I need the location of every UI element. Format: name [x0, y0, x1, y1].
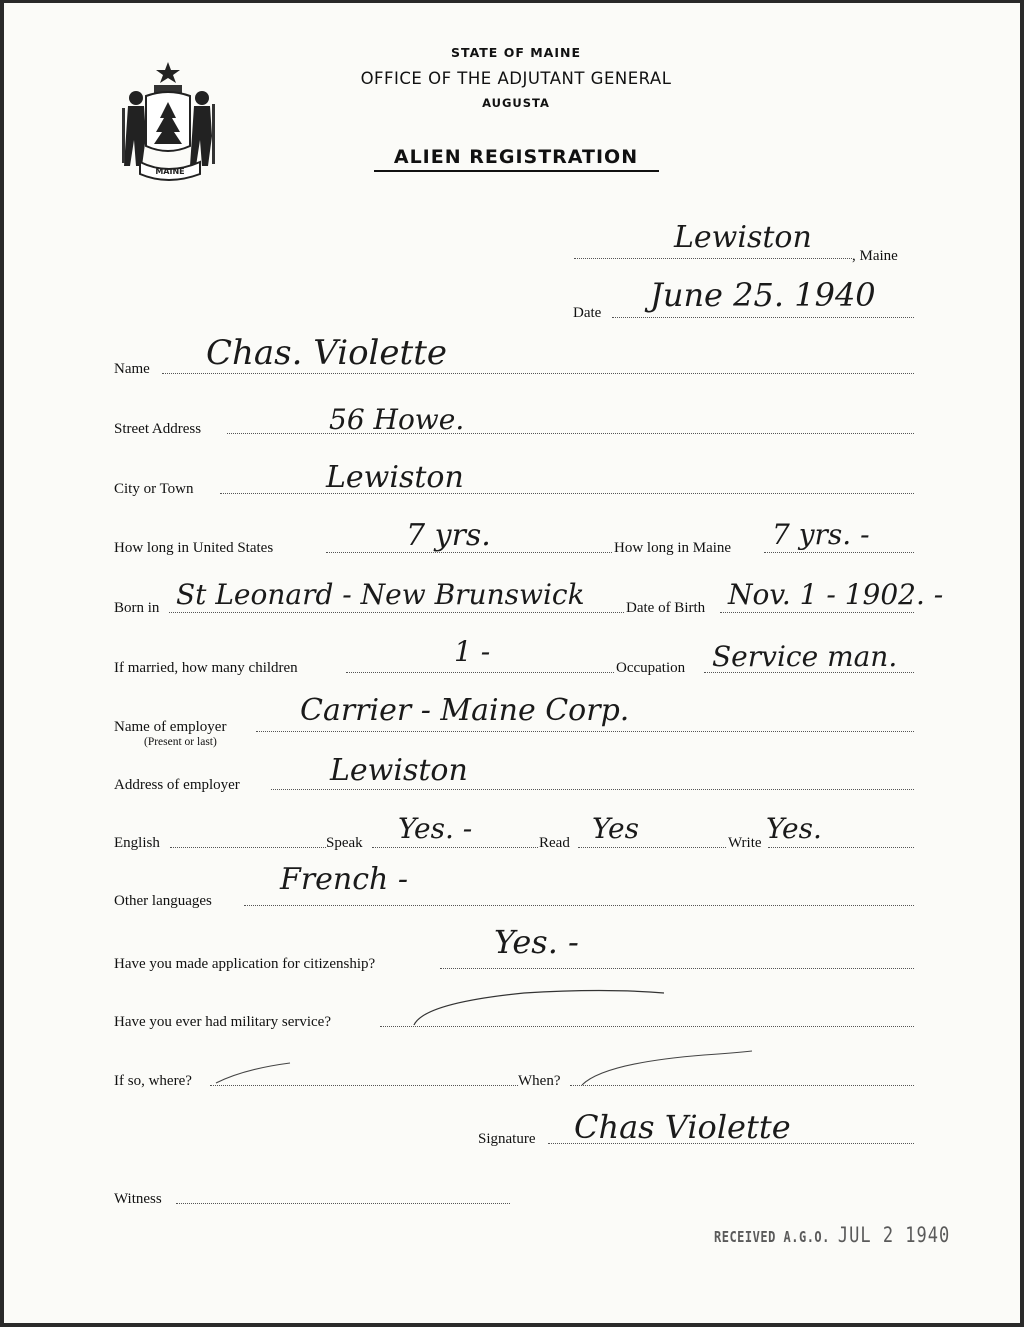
signature-value: Chas Violette [574, 1108, 791, 1146]
other-languages-value: French - [280, 862, 409, 897]
born-in-value: St Leonard - New Brunswick [176, 578, 585, 611]
how-long-us-value: 7 yrs. [406, 518, 491, 553]
born-in-line [169, 612, 624, 613]
date-of-birth-value: Nov. 1 - 1902. - [728, 578, 944, 611]
children-value: 1 - [454, 635, 491, 668]
how-long-maine-line [764, 552, 914, 553]
how-long-us-label: How long in United States [114, 540, 274, 556]
speak-line [372, 847, 538, 848]
name-value: Chas. Violette [206, 333, 447, 373]
citizenship-line [440, 968, 914, 969]
read-label: Read [539, 835, 570, 851]
signature-label: Signature [478, 1131, 536, 1147]
write-value: Yes. [766, 812, 822, 845]
english-label: English [114, 835, 160, 851]
employer-name-line [256, 731, 914, 732]
if-so-where-label: If so, where? [114, 1073, 192, 1089]
name-line [162, 373, 914, 374]
date-of-birth-line [720, 612, 914, 613]
date-label: Date [573, 305, 602, 321]
street-address-value: 56 Howe. [329, 403, 465, 436]
read-line [578, 847, 726, 848]
when-line [570, 1085, 914, 1086]
date-value: June 25. 1940 [650, 276, 876, 314]
employer-note-label: (Present or last) [144, 736, 217, 748]
speak-label: Speak [326, 835, 363, 851]
name-label: Name [114, 361, 150, 377]
registration-form [4, 3, 1020, 1323]
city-line [220, 493, 914, 494]
received-stamp-date: JUL 2 1940 [837, 1223, 951, 1248]
how-long-maine-value: 7 yrs. - [772, 518, 870, 551]
header-office: OFFICE OF THE ADJUTANT GENERAL [360, 69, 672, 88]
employer-address-line [271, 789, 914, 790]
citizenship-label: Have you made application for citizenship? [114, 956, 376, 972]
employer-name-label: Name of employer [114, 719, 227, 735]
write-label: Write [728, 835, 762, 851]
header-city: AUGUSTA [482, 96, 550, 110]
street-address-label: Street Address [114, 421, 202, 437]
other-languages-line [244, 905, 914, 906]
occupation-label: Occupation [616, 660, 686, 676]
speak-value: Yes. - [398, 812, 473, 845]
english-line [170, 847, 326, 848]
maine-label: , Maine [852, 248, 898, 264]
citizenship-value: Yes. - [494, 923, 579, 961]
occupation-value: Service man. [712, 640, 898, 673]
military-line [380, 1026, 914, 1027]
write-line [768, 847, 914, 848]
town-line [574, 258, 852, 259]
witness-line [176, 1203, 510, 1204]
other-languages-label: Other languages [114, 893, 212, 909]
received-stamp [714, 1223, 950, 1248]
born-in-label: Born in [114, 600, 160, 616]
svg-text:MAINE: MAINE [155, 167, 185, 176]
read-value: Yes [592, 812, 639, 845]
form-title: ALIEN REGISTRATION [393, 146, 639, 168]
how-long-maine-label: How long in Maine [614, 540, 732, 556]
military-label: Have you ever had military service? [114, 1014, 331, 1030]
employer-address-label: Address of employer [114, 777, 240, 793]
employer-address-value: Lewiston [330, 753, 468, 788]
date-line [612, 317, 914, 318]
city-label: City or Town [114, 481, 194, 497]
employer-name-value: Carrier - Maine Corp. [300, 693, 630, 728]
children-line [346, 672, 614, 673]
title-underline [374, 170, 659, 172]
received-stamp-label: RECEIVED A.G.O. [714, 1228, 830, 1246]
header-state: STATE OF MAINE [451, 45, 581, 60]
date-of-birth-label: Date of Birth [626, 600, 706, 616]
children-label: If married, how many children [114, 660, 298, 676]
town-value: Lewiston [674, 220, 812, 255]
if-so-where-line [210, 1085, 518, 1086]
city-value: Lewiston [326, 460, 464, 495]
when-label: When? [518, 1073, 561, 1089]
witness-label: Witness [114, 1191, 162, 1207]
